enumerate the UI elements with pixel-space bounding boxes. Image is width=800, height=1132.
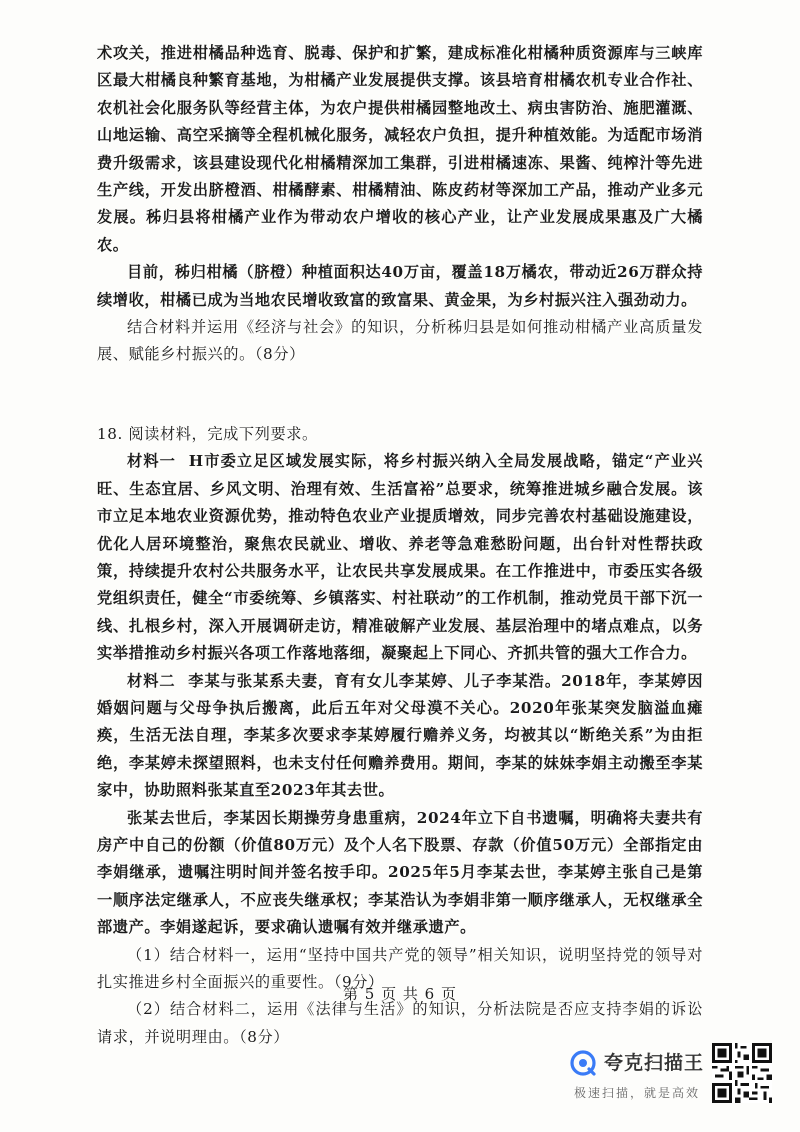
page-number: 第 5 页 共 6 页 [343, 985, 457, 1003]
question-18-sub-2: （2）结合材料二，运用《法律与生活》的知识，分析法院是否应支持李娟的诉讼请求，并说明理由。（8分） [97, 1000, 703, 1046]
material-1 [97, 448, 703, 667]
qr-code-icon [712, 1043, 772, 1103]
material-2-label: 材料二 [127, 671, 176, 690]
material-2 [97, 668, 703, 805]
scanner-watermark [570, 1044, 710, 1104]
paragraph-2: 目前，秭归柑橘（脐橙）种植面积达40万亩，覆盖18万橘农，带动近26万群众持续增收，柑橘已成为当地农民增收致富的致富果、黄金果，为乡村振兴注入强劲动力。 [97, 263, 703, 309]
material-2-text-1: 李某与张某系夫妻，育有女儿李某婷、儿子李某浩。2018年，李某婷因婚姻问题与父母争执后搬离，此后五年对父母漠不关心。2020年张某突发脑溢血瘫痪，生活无法自理，李某多次要求李某婷履行赡养义务，均被其以“断绝关系”为由拒绝，李某婷未探望照料，也未支付任何赡养费用。期间，李某的妹妹李娟主动搬至李某家中，协助照料张某直至2023年其去世。 [97, 671, 703, 800]
material-1-label: 材料一 [127, 452, 176, 471]
question-18-heading: 18. 阅读材料，完成下列要求。 [97, 424, 318, 443]
question-18-sub-1: （1）结合材料一，运用“坚持中国共产党的领导”相关知识，说明坚持党的领导对扎实推进乡村全面振兴的重要性。（9分） [97, 945, 703, 991]
question-17-prompt: 结合材料并运用《经济与社会》的知识，分析秭归县是如何推动柑橘产业高质量发展、赋能乡村振兴的。（8分） [97, 318, 703, 364]
quark-logo-icon [570, 1050, 596, 1076]
brand-name: 夸克扫描王 [604, 1052, 705, 1074]
paragraph-1: 术攻关，推进柑橘品种选育、脱毒、保护和扩繁，建成标准化柑橘种质资源库与三峡库区最大柑橘良种繁育基地，为柑橘产业发展提供支撑。该县培育柑橘农机专业合作社、农机社会化服务队等经营主体，为农户提供柑橘园整地改土、病虫害防治、施肥灌溉、山地运输、高空采摘等全程机械化服务，减轻农户负担，提升种植效能。为适配市场消费升级需求，该县建设现代化柑橘精深加工集群，引进柑橘速冻、果酱、纯榨汁等先进生产线，开发出脐橙酒、柑橘酵素、柑橘精油、陈皮药材等深加工产品，推动产业多元发展。秭归县将柑橘产业作为带动农户增收的核心产业，让产业发展成果惠及广大橘农。 [97, 44, 703, 254]
brand-slogan: 极速扫描，就是高效 [574, 1086, 701, 1100]
material-2-text-2: 张某去世后，李某因长期操劳身患重病，2024年立下自书遗嘱，明确将夫妻共有房产中自己的份额（价值80万元）及个人名下股票、存款（价值50万元）全部指定由李娟继承，遗嘱注明时间并签名按手印。2025年5月李某去世，李某婷主张自己是第一顺序法定继承人，不应丧失继承权；李某浩认为李娟非第一顺序继承人，无权继承全部遗产。李娟遂起诉，要求确认遗嘱有效并继承遗产。 [97, 808, 703, 937]
material-1-text: H市委立足区域发展实际，将乡村振兴纳入全局发展战略，锚定“产业兴旺、生态宜居、乡风文明、治理有效、生活富裕”总要求，统筹推进城乡融合发展。该市立足本地农业资源优势，推动特色农业产业提质增效，同步完善农村基础设施建设，优化人居环境整治，聚焦农民就业、增收、养老等急难愁盼问题，出台针对性帮扶政策，持续提升农村公共服务水平，让农民共享发展成果。在工作推进中，市委压实各级党组织责任，健全“市委统筹、乡镇落实、村社联动”的工作机制，推动党员干部下沉一线、扎根乡村，深入开展调研走访，精准破解产业发展、基层治理中的堵点难点，以务实举措推动乡村振兴各项工作落地落细，凝聚起上下同心、齐抓共管的强大工作合力。 [97, 452, 703, 663]
document-body [97, 40, 703, 1051]
